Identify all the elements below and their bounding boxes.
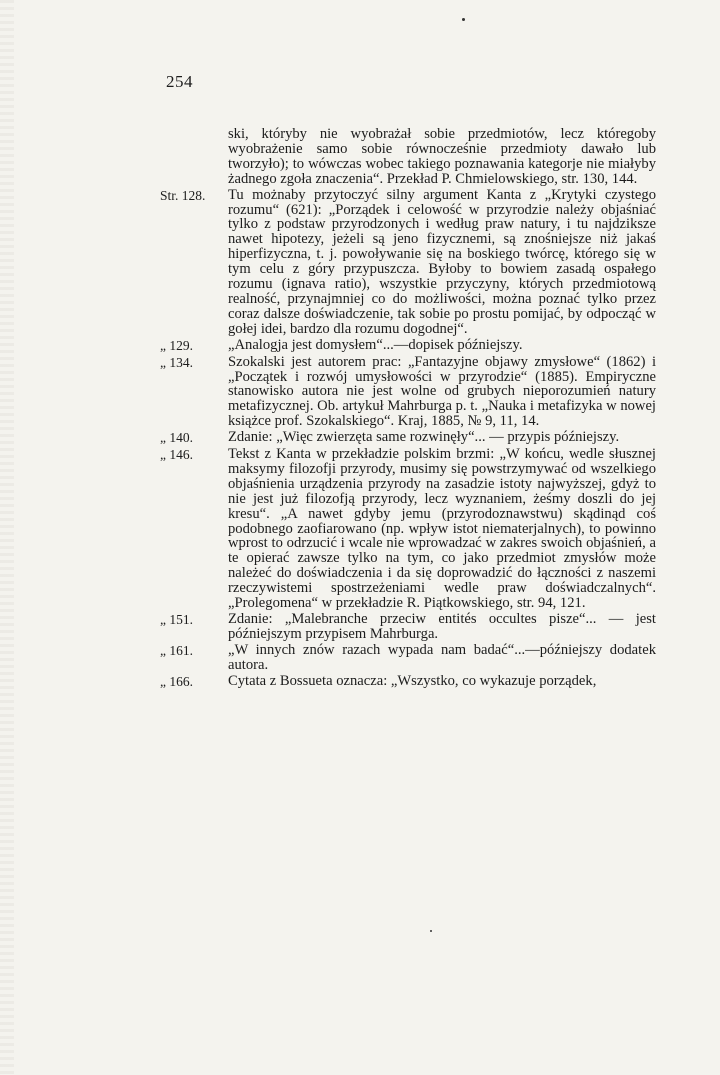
note-text: Zdanie: „Więc zwierzęta same rozwinęły“... — przypis późniejszy. bbox=[228, 429, 620, 446]
note-text: Zdanie: „Malebranche przeciw entités occultes pisze“... — jest późniejszym przypisem Mahrburga. bbox=[228, 611, 656, 642]
scan-speck bbox=[430, 930, 432, 932]
note-ref: „ 129. bbox=[160, 337, 193, 353]
note-text: „Analogja jest domysłem“...—dopisek późniejszy. bbox=[228, 336, 523, 353]
note-ref: „ 140. bbox=[160, 430, 193, 446]
note-entry bbox=[160, 188, 656, 337]
notes-body bbox=[160, 127, 656, 690]
note-entry bbox=[160, 430, 656, 446]
note-ref: „ 161. bbox=[160, 642, 193, 658]
note-text: Szokalski jest autorem prac: „Fantazyjne objawy zmysłowe“ (1862) i „Początek i rozwój umysłowości w przyrodzie“ (1885). Empiryczne stanowisko autora nie jest wolne od grubych nieporozumień natury metafizycznej. Ob. artykuł Mahrburga p. t. „Nauka i metafizyka w nowej książce prof. Szokalskiego“. Kraj, 1885, № 9, 11, 14. bbox=[228, 353, 656, 430]
note-text: Tekst z Kanta w przekładzie polskim brzmi: „W końcu, wedle słusznej maksymy filozofji przyrody, musimy się powstrzymywać od wszelkiego objaśnienia urządzenia przyrody na zasadzie istoty najwyższej, gdyż to nie jest już filozofją przyrody, lecz wyznaniem, żeśmy doszli do jej kresu“. „A nawet gdyby jemu (przyrodoznawstwu) skądinąd coś podobnego zaofiarowano (np. wpływ istot niematerjalnych), to powinno wprost to odrzucić i wcale nie wprowadzać w zakres swoich objaśnień, a te opierać zawsze tylko na tym, co jako przedmiot zmysłów może należeć do doświadczenia i da się doprowadzić do łączności z naszemi rzeczywistemi spostrzeżeniami wedle praw doświadczalnych“. „Prolegomena“ w przekładzie R. Piątkowskiego, str. 94, 121. bbox=[228, 446, 656, 612]
note-entry bbox=[160, 338, 656, 354]
note-text: Cytata z Bossueta oznacza: „Wszystko, co wykazuje porządek, bbox=[228, 672, 597, 689]
note-ref: „ 151. bbox=[160, 612, 193, 627]
note-entry bbox=[160, 674, 656, 690]
note-entry bbox=[160, 612, 656, 642]
page-number: 254 bbox=[166, 72, 193, 91]
note-text: Tu możnaby przytoczyć silny argument Kanta z „Krytyki czystego rozumu“ (621): „Porządek i celowość w przyrodzie należy objaśniać tylko z podstaw przyrodzonych i według praw natury, i tu najdziksze nawet hipotezy, jeżeli są jeno fizycznemi, są znośniejsze niż jakaś hiperfizyczna, t. j. powoływanie się na boskiego twórcę, którego się w tym celu z góry przypuszcza. Byłoby to bowiem zasadą ospałego rozumu (ignava ratio), wszystkie przyczyny, których przedmiotową realność, przynajmniej co do możliwości, można poznać tylko przez coraz dalsze doświadczenie, tak sobie po prostu pomijać, by odpocząć w gołej idei, bardzo dla rozumu dogodnej“. bbox=[228, 186, 656, 337]
note-ref: „ 146. bbox=[160, 447, 193, 463]
note-entry bbox=[160, 643, 656, 673]
intro-paragraph: ski, któryby nie wyobrażał sobie przedmiotów, lecz któregoby wyobrażenie samo sobie równocześnie przedmioty dawało lub tworzyło); to wówczas wobec takiego poznawania kategorje nie miałyby żadnego zgoła znaczenia“. Przekład P. Chmielowskiego, str. 130, 144. bbox=[228, 126, 656, 187]
note-entry bbox=[160, 355, 656, 430]
scan-edge bbox=[0, 0, 14, 1075]
note-text: „W innych znów razach wypada nam badać“...—późniejszy dodatek autora. bbox=[228, 641, 656, 673]
note-ref: „ 134. bbox=[160, 354, 193, 370]
note-ref: Str. 128. bbox=[160, 187, 206, 203]
scan-speck bbox=[462, 18, 465, 21]
note-entry bbox=[160, 447, 656, 611]
note-ref: „ 166. bbox=[160, 673, 193, 689]
